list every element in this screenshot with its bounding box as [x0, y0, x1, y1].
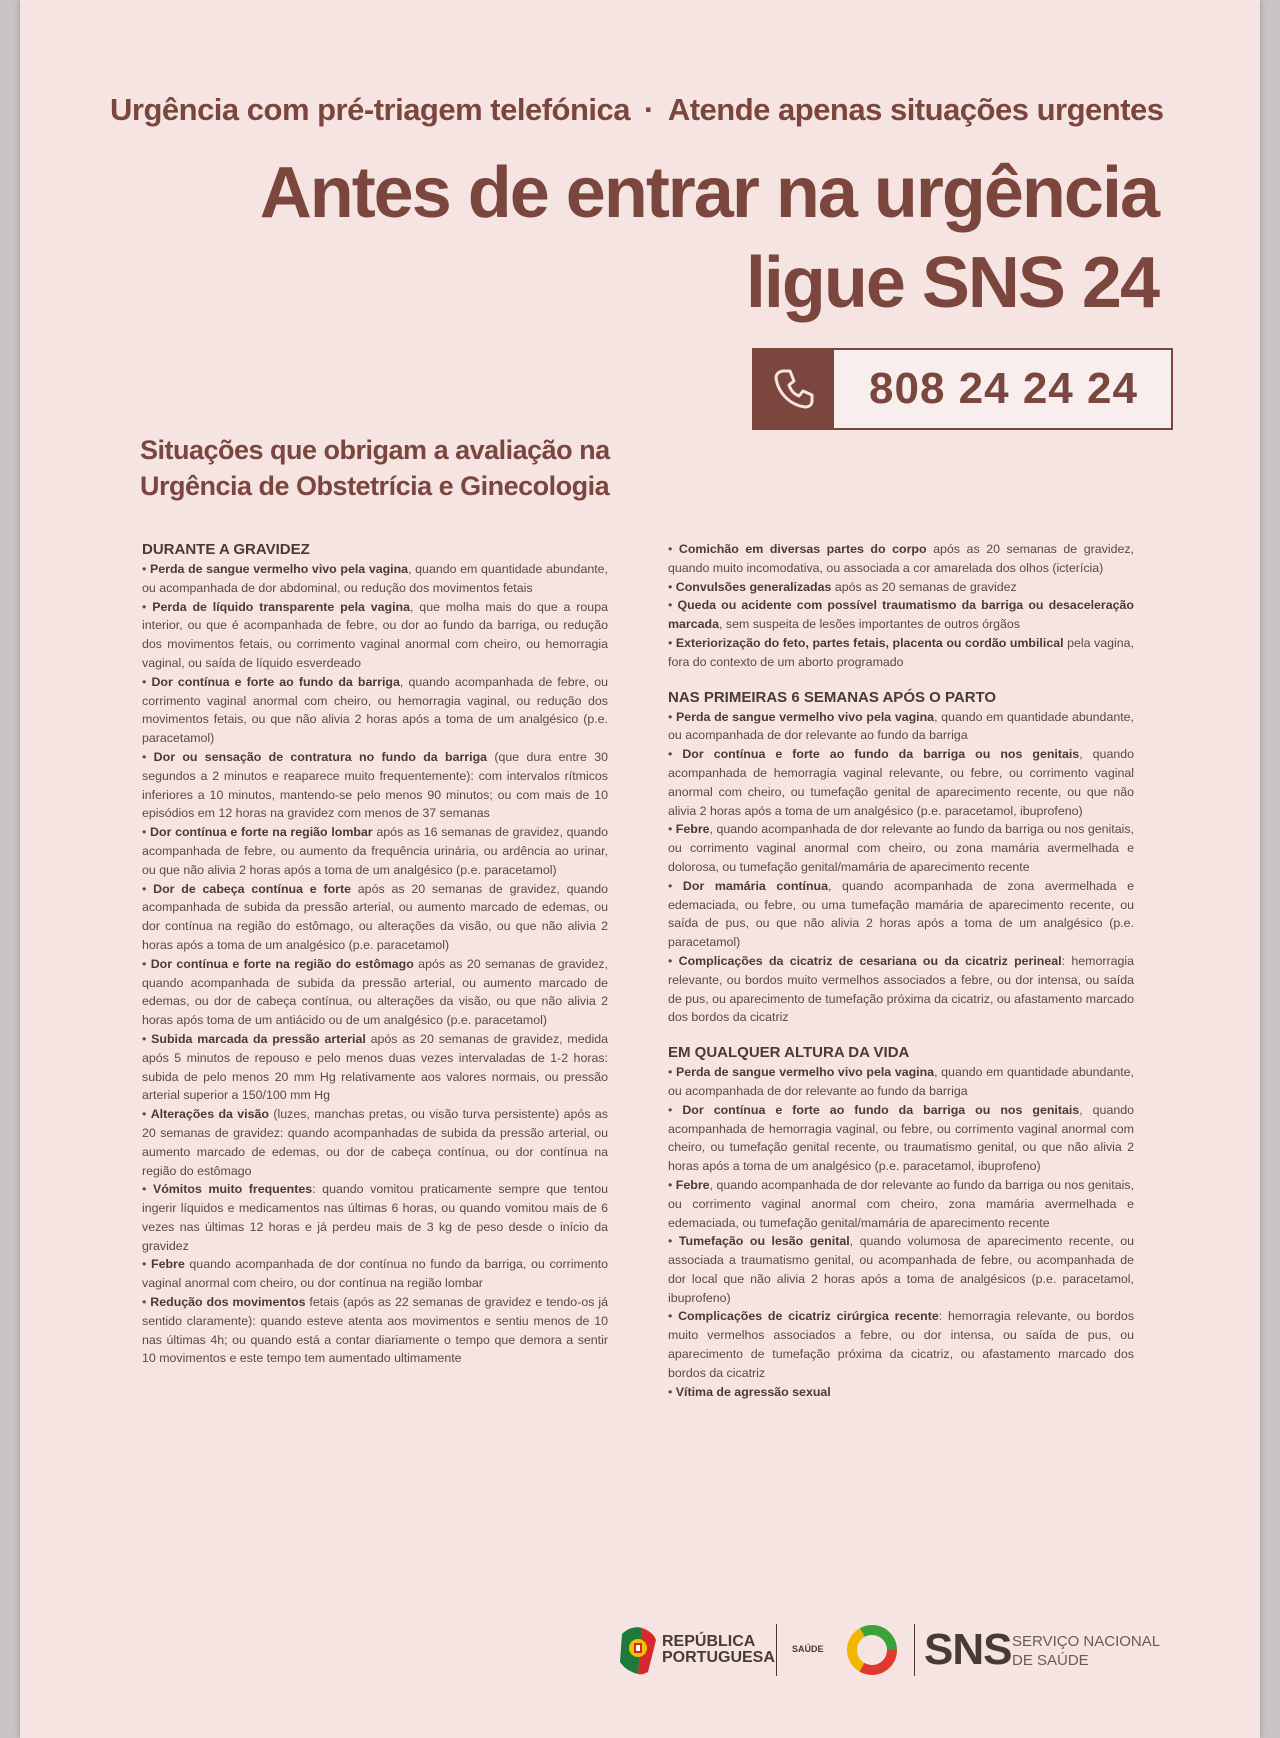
bullet: •	[142, 674, 152, 689]
item-text: , que molha mais do que a roupa interior, ou que é acompanhada de febre, ou dor ao fundo da barriga, ou redução dos movimentos fetais, ou corrimento vaginal anormal com cheiro, ou hemorragia vaginal, ou saída de líquido esverdeado	[142, 599, 608, 670]
item-text: fetais (após as 22 semanas de gravidez e tendo-os já sentido claramente): quando esteve atenta aos movimentos e sentiu menos de 10 nas últimas 4h; ou quando está a contar diariamente o tempo que demora a sentir 10 movimentos e este tempo tem aumentado ultimamente	[142, 1295, 608, 1366]
phone-icon	[754, 350, 834, 428]
list-item	[668, 745, 1134, 820]
item-emphasis: Perda de sangue vermelho vivo pela vagina	[675, 709, 935, 724]
item-text: , quando em quantidade abundante, ou acompanhada de dor relevante ao fundo da barriga	[668, 1065, 1134, 1098]
bullet: •	[668, 542, 679, 556]
saude-label: SAÚDE	[792, 1644, 824, 1654]
item-emphasis: Dor mamária contínua	[682, 878, 829, 893]
item-emphasis: Dor de cabeça contínua e forte	[153, 881, 351, 896]
poster	[20, 0, 1260, 1738]
list-item	[142, 560, 608, 598]
item-text: , quando acompanhada de dor relevante ao fundo da barriga ou nos genitais, ou corrimento vaginal anormal com cheiro, ou zona mamária avermelhada e dolorosa, ou tumefação genital/mamária de aparecimento recente	[668, 822, 1134, 874]
left-column-items	[142, 560, 608, 1368]
bullet: •	[142, 956, 151, 971]
bullet: •	[668, 1102, 683, 1117]
list-item	[142, 823, 608, 879]
list-item	[668, 1176, 1134, 1232]
item-emphasis: Perda de sangue vermelho vivo pela vagina	[675, 1065, 935, 1080]
list-item	[668, 952, 1134, 1027]
list-item	[142, 1293, 608, 1368]
list-item	[142, 1030, 608, 1105]
list-item	[142, 748, 608, 823]
item-text: , quando acompanhada de dor relevante ao fundo da barriga ou nos genitais, ou corrimento vaginal anormal com cheiro, zona mamária avermelhada e edemaciada, ou tumefação genital/mamária de aparecimento recente	[668, 1177, 1134, 1230]
bullet: •	[142, 599, 153, 614]
list-item	[668, 1383, 1134, 1402]
bullet: •	[668, 1065, 676, 1080]
item-emphasis: Dor ou sensação de contratura no fundo da barriga	[153, 749, 488, 764]
page-title	[260, 148, 1158, 328]
item-emphasis: Tumefação ou lesão genital	[678, 1234, 850, 1249]
item-text: (luzes, manchas pretas, ou visão turva persistente) após as 20 semanas de gravidez: quando acompanhadas de subida da pressão arterial, ou aumento marcado de edemas, ou dor de cabeça contínua, ou dor contínua na região do estômago	[142, 1107, 608, 1178]
footer-divider	[776, 1624, 777, 1676]
list-item	[142, 673, 608, 748]
item-text: quando acompanhada de dor contínua no fundo da barriga, ou corrimento vaginal anormal com cheiro, ou dor contínua na região lombar	[142, 1257, 608, 1291]
republica-line-2: PORTUGUESA	[662, 1649, 775, 1666]
item-emphasis: Perda de sangue vermelho vivo pela vagina	[149, 562, 409, 576]
subtitle-separator: ·	[644, 92, 654, 127]
list-item	[142, 880, 608, 955]
item-text: , quando acompanhada de hemorragia vaginal relevante, ou febre, ou corrimento vaginal anormal com cheiro, ou tumefação genital de aparecimento recente, ou que não alivia 2 horas após a toma de um analgésico (p.e. paracetamol, ibuprofeno)	[668, 747, 1135, 818]
list-item	[668, 877, 1134, 952]
list-item	[668, 1307, 1134, 1382]
republica-line-1: REPÚBLICA	[662, 1633, 756, 1650]
item-text: , quando acompanhada de zona avermelhada e edemaciada, ou febre, ou uma tumefação mamária de aparecimento recente, ou saída de pus, ou que não alivia 2 horas após a toma de um analgésico (p.e. paracetamol)	[668, 878, 1135, 950]
bullet: •	[668, 953, 679, 968]
bullet: •	[668, 635, 676, 650]
section-heading-line-2: Urgência de Obstetrícia e Ginecologia	[140, 471, 610, 501]
list-item	[142, 1105, 608, 1180]
item-emphasis: Queda ou acidente com possível traumatismo da barriga ou desaceleração marcada	[668, 598, 1134, 632]
list-item	[668, 634, 1134, 672]
section-heading	[140, 432, 700, 504]
section-heading-line-1: Situações que obrigam a avaliação na	[140, 435, 610, 465]
bullet: •	[668, 878, 683, 893]
item-emphasis: Febre	[675, 822, 710, 837]
item-text: após as 20 semanas de gravidez, quando muito incomodativa, ou associada a cor amarelada dos olhos (icterícia)	[668, 542, 1135, 575]
list-item	[668, 578, 1134, 597]
item-text: após as 20 semanas de gravidez, quando acompanhada de subida da pressão arterial, ou aumento marcado de edemas, ou dor contínua na região do estômago, ou alterações da visão, ou que não alivia 2 horas após a toma de um analgésico (p.e. paracetamol)	[142, 881, 608, 952]
subtitle-right: Atende apenas situações urgentes	[667, 92, 1164, 127]
sns-ring-logo-icon	[844, 1622, 900, 1678]
item-emphasis: Complicações de cicatriz cirúrgica recente	[678, 1309, 939, 1324]
item-emphasis: Exteriorização do feto, partes fetais, placenta ou cordão umbilical	[675, 635, 1064, 650]
bullet: •	[668, 1309, 679, 1324]
sns-wordmark: SNS	[924, 1625, 1012, 1674]
republica-portuguesa-logo-icon	[618, 1624, 658, 1678]
bullet: •	[142, 825, 151, 840]
item-text: , sem suspeita de lesões importantes de outros órgãos	[718, 617, 1020, 632]
list-item	[142, 1255, 608, 1293]
bullet: •	[668, 1234, 679, 1249]
item-text: , quando em quantidade abundante, ou acompanhada de dor abdominal, ou redução dos movimentos fetais	[142, 562, 608, 595]
header-subtitle	[110, 92, 1190, 128]
item-text: , quando acompanhada de febre, ou corrimento vaginal anormal com cheiro, ou hemorragia vaginal, ou redução dos movimentos fetais, ou que não alivia 2 horas após a toma de um analgésico (p.e. paracetamol)	[142, 674, 608, 746]
item-emphasis: Redução dos movimentos	[150, 1295, 306, 1310]
bullet: •	[142, 1031, 152, 1046]
bullet: •	[668, 579, 676, 594]
bullet: •	[668, 822, 676, 837]
list-item	[142, 1180, 608, 1255]
item-text: após as 16 semanas de gravidez, quando acompanhada de febre, ou aumento da frequência urinária, ou ardência ao urinar, ou que não alivia 2 horas após a toma de um analgésico (p.e. paracetamol)	[142, 825, 609, 877]
item-text: após as 20 semanas de gravidez, medida após 5 minutos de repouso e pelo menos duas vezes intervaladas de 1-2 horas: subida de pelo menos 20 mm Hg relativamente aos valores normais, ou pressão arterial superior a 150/100 mm Hg	[142, 1031, 609, 1103]
footer-divider-2	[914, 1624, 915, 1676]
item-text: : hemorragia relevante, ou bordos muito vermelhos associados a febre, ou dor intensa, ou saída de pus, ou aparecimento de tumefação próxima da cicatriz, ou afastamento marcado dos bordos da cicatriz	[668, 953, 1135, 1025]
group-heading: NAS PRIMEIRAS 6 SEMANAS APÓS O PARTO	[668, 688, 997, 706]
bullet: •	[668, 747, 683, 762]
list-item	[668, 820, 1134, 876]
item-emphasis: Dor contínua e forte ao fundo da barriga ou nos genitais	[682, 747, 1080, 762]
bullet: •	[668, 598, 678, 613]
item-emphasis: Dor contínua e forte na região do estômago	[150, 956, 414, 971]
right-column-group	[668, 1043, 1134, 1401]
item-text: , quando volumosa de aparecimento recente, ou associada a traumatismo genital, ou acompanhada de febre, ou acompanhada de dor local que não alivia 2 horas após a toma de analgésicos (p.e. paracetamol, ibuprofeno)	[668, 1234, 1135, 1305]
item-text: após as 20 semanas de gravidez	[831, 579, 1017, 594]
bullet: •	[668, 1384, 676, 1399]
list-item	[668, 540, 1134, 578]
item-emphasis: Alterações da visão	[150, 1107, 269, 1122]
item-emphasis: Vómitos muito frequentes	[152, 1182, 313, 1197]
list-item	[668, 1063, 1134, 1101]
item-emphasis: Subida marcada da pressão arterial	[151, 1031, 366, 1046]
list-item	[142, 598, 608, 673]
bullet: •	[142, 1257, 151, 1272]
item-emphasis: Febre	[151, 1257, 185, 1272]
left-column-heading: DURANTE A GRAVIDEZ	[142, 541, 310, 558]
item-emphasis: Convulsões generalizadas	[675, 579, 832, 594]
bullet: •	[142, 562, 150, 576]
item-text: pela vagina, fora do contexto de um aborto programado	[668, 635, 1134, 669]
right-column-group	[668, 540, 1134, 672]
group-heading: EM QUALQUER ALTURA DA VIDA	[668, 1044, 910, 1062]
list-item	[668, 1101, 1134, 1176]
item-text: , quando acompanhada de hemorragia vaginal, ou febre, ou corrimento vaginal anormal com cheiro, ou tumefação genital recente, ou traumatismo genital, ou que não alivia 2 horas após a toma de um analgésico (p.e. paracetamol, ibuprofeno)	[668, 1102, 1135, 1174]
item-emphasis: Complicações da cicatriz de cesariana ou da cicatriz perineal	[678, 953, 1062, 968]
phone-number: 808 24 24 24	[869, 364, 1138, 413]
item-emphasis: Comichão em diversas partes do corpo	[678, 542, 927, 556]
sns-name-line-1: SERVIÇO NACIONAL	[1012, 1633, 1161, 1650]
bullet: •	[668, 709, 676, 724]
list-item	[668, 596, 1134, 634]
right-column	[668, 540, 1134, 1417]
bullet: •	[142, 1182, 153, 1197]
phone-box	[752, 348, 1173, 430]
item-emphasis: Vítima de agressão sexual	[675, 1384, 831, 1399]
list-item	[668, 1232, 1134, 1307]
bullet: •	[142, 881, 154, 896]
bullet: •	[142, 749, 154, 764]
subtitle-left: Urgência com pré-triagem telefónica	[110, 92, 630, 127]
item-text: , quando em quantidade abundante, ou acompanhada de dor relevante ao fundo da barriga	[668, 709, 1134, 743]
item-emphasis: Perda de líquido transparente pela vagina	[152, 599, 411, 614]
item-text: após as 20 semanas de gravidez, quando acompanhada de subida da pressão arterial, ou aumento marcado de edemas, ou dor de cabeça contínua, ou alterações da visão, ou que não alivia 2 horas após toma de um antiácido ou de um analgésico (p.e. paracetamol)	[142, 956, 608, 1028]
title-line-1: Antes de entrar na urgência	[259, 153, 1158, 233]
item-emphasis: Dor contínua e forte ao fundo da barriga	[151, 674, 400, 689]
list-item	[668, 708, 1134, 746]
bullet: •	[142, 1107, 151, 1122]
title-line-2: ligue SNS 24	[745, 243, 1158, 323]
list-item	[142, 955, 608, 1030]
item-emphasis: Febre	[675, 1177, 710, 1192]
item-emphasis: Dor contínua e forte ao fundo da barriga ou nos genitais	[682, 1102, 1080, 1117]
footer-logos	[600, 1616, 1200, 1686]
sns-name-line-2: DE SAÚDE	[1012, 1652, 1089, 1669]
item-emphasis: Dor contínua e forte na região lombar	[150, 825, 373, 840]
right-column-group	[668, 688, 1134, 1028]
bullet: •	[142, 1295, 151, 1310]
bullet: •	[668, 1177, 676, 1192]
left-column	[142, 540, 608, 1368]
item-text: : hemorragia relevante, ou bordos muito vermelhos associados a febre, ou dor intensa, ou saída de pus, ou aparecimento de tumefação próxima da cicatriz, ou afastamento marcado dos bordos da cicatriz	[668, 1309, 1135, 1380]
item-text: : quando vomitou praticamente sempre que tentou ingerir líquidos e medicamentos nas últimas 6 horas, ou quando vomitou mais de 6 vezes nas últimas 12 horas e já perdeu mais de 3 kg de peso desde o início da gravidez	[142, 1182, 608, 1253]
item-text: (que dura entre 30 segundos a 2 minutos e reaparece muito frequentemente): com intervalos rítmicos inferiores a 10 minutos, mantendo-se pelo menos 90 minutos; ou com mais de 10 episódios em 12 horas na gravidez com menos de 37 semanas	[142, 749, 608, 821]
